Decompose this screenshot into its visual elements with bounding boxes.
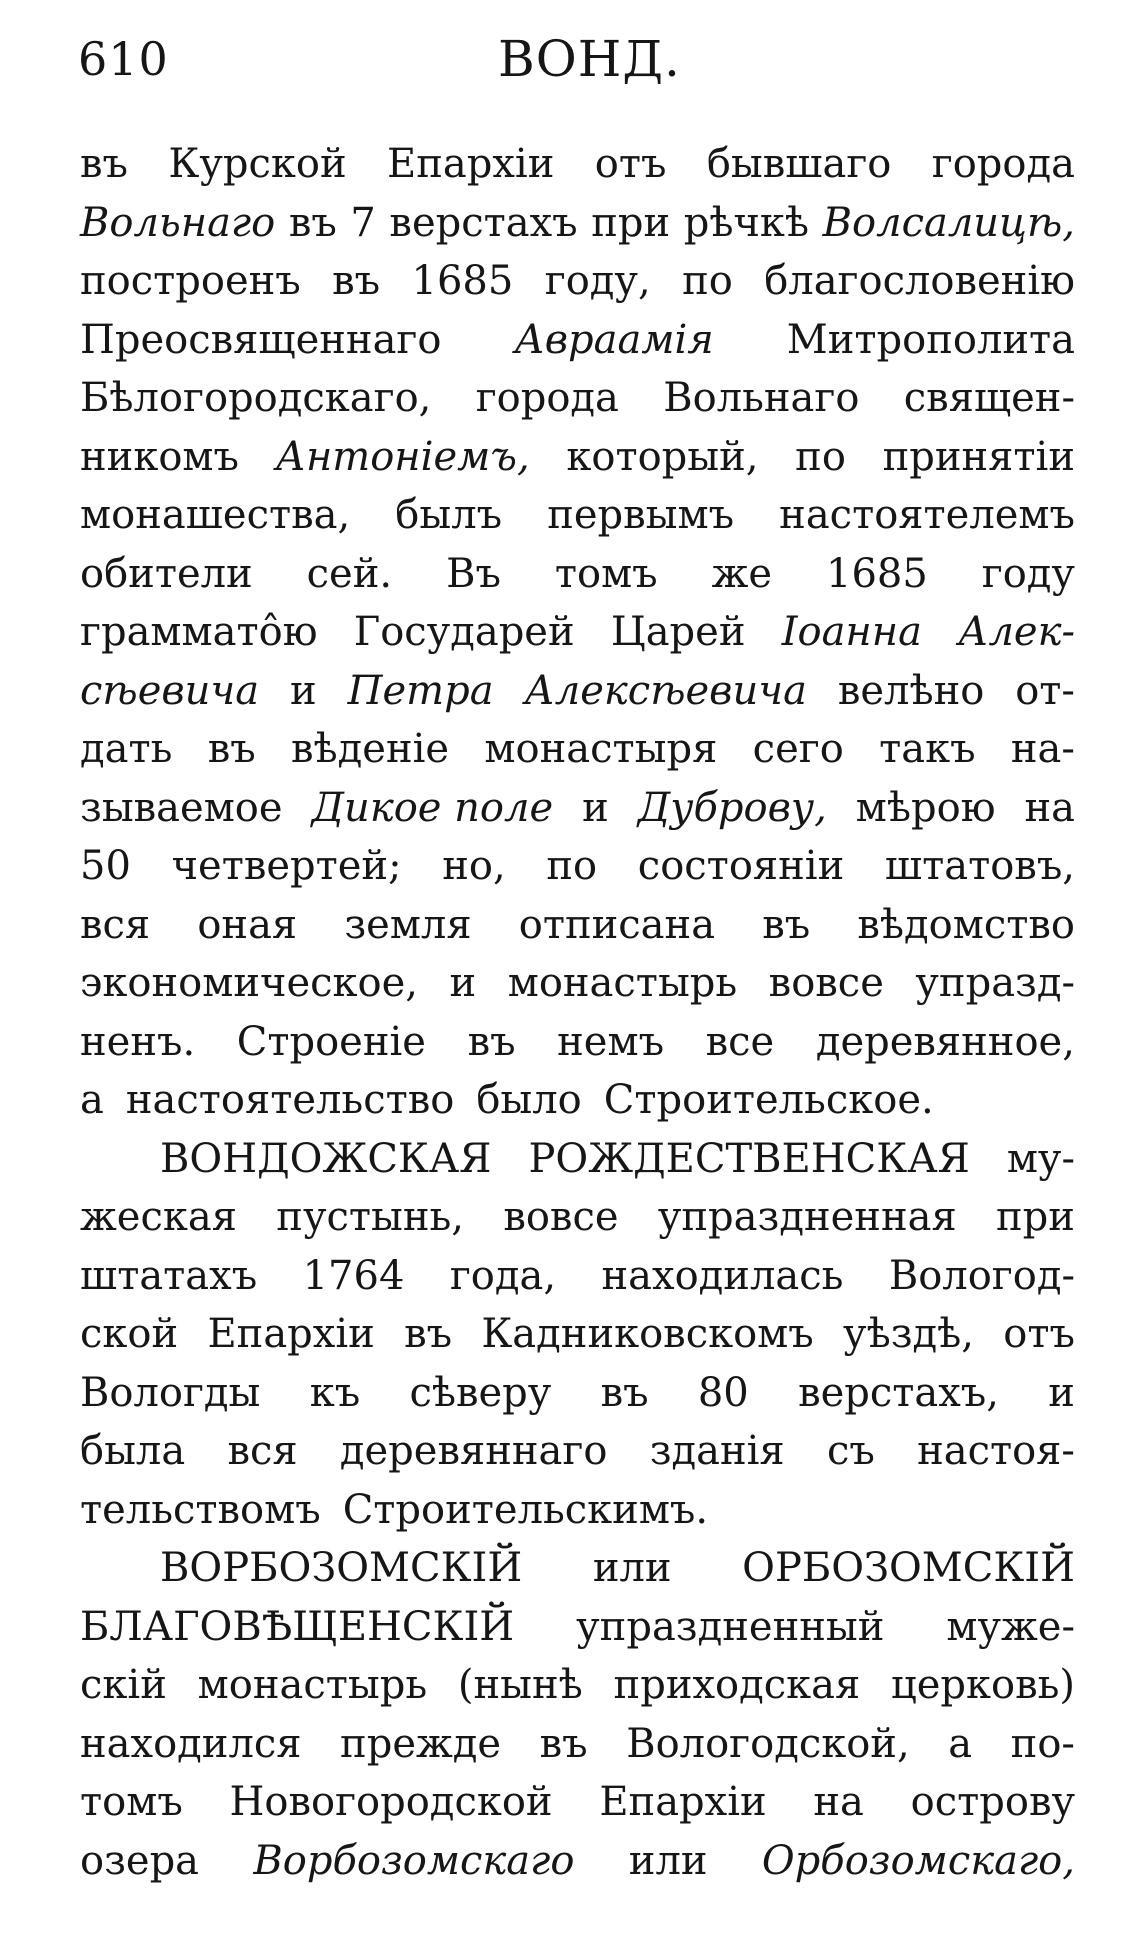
text-line [80,135,1075,194]
italic-word: сѣевича [80,667,260,714]
italic-word: Алексѣевича [524,667,807,714]
word: а [948,1720,973,1767]
word: сей. [306,550,393,597]
word: вѣдомство [857,901,1075,948]
word: Вольнаго [663,375,860,421]
word: на [1024,784,1075,831]
word: построенъ [80,258,301,304]
word: томъ [80,1779,183,1825]
word: упраздненный [576,1603,885,1650]
word: отъ [1003,1311,1075,1357]
word: Епархіи [599,1779,767,1825]
word: (нынѣ [457,1662,583,1708]
word: отписана [518,901,716,948]
word: 1685 [411,258,514,304]
word: монастыря [484,726,718,772]
word: штатовъ, [884,843,1075,889]
word: году, [544,258,651,304]
word: велѣно [837,667,985,714]
text-line [80,194,1075,253]
word: и [290,667,317,714]
word: деревяннаго [339,1428,608,1474]
word: ской [80,1311,179,1357]
word: вовсе [768,960,884,1006]
word: верстахъ [389,199,578,246]
text-line [80,1305,1075,1364]
word: 1685 [826,550,928,597]
word: въ [80,141,128,187]
word: сѣверу [409,1369,552,1416]
word: рѣчкѣ [683,199,810,246]
text-line [80,1598,1075,1657]
text-line [80,252,1075,311]
word: 1764 [302,1252,405,1299]
italic-word: Антоніемъ, [275,433,530,480]
word: къ [309,1369,361,1416]
word: 7 [350,199,376,246]
word: настоятельство [125,1077,455,1123]
word: экономическое, [80,960,418,1006]
word: бывшаго [706,141,892,187]
page-number: 610 [78,32,169,86]
word: Вологды [80,1369,261,1416]
word: монашества, [80,492,351,538]
word: по [795,433,846,480]
word: города [931,141,1075,187]
word: Епархіи [207,1311,375,1357]
word: въ [467,1018,516,1065]
word: озера [80,1837,200,1884]
text-line [80,486,1075,545]
text-line [80,896,1075,955]
text-line [80,311,1075,370]
word: Курской [168,141,347,187]
word: деревянное, [815,1018,1075,1065]
word: ненъ. [80,1018,196,1065]
italic-word: Орбозомскаго, [761,1837,1075,1884]
word: 80 [697,1369,749,1416]
word: Въ [446,550,501,597]
word: четвертей; [171,843,402,889]
word: Государей [353,609,575,655]
text-line [80,1071,1075,1130]
word: въ [404,1311,453,1357]
word: было [476,1077,582,1123]
word: при [996,1194,1075,1240]
word: тельствомъ [80,1486,321,1533]
word: Бѣлогородскаго, [80,375,432,421]
word: упраздненная [657,1194,957,1240]
word: монастырь [197,1662,428,1708]
word: при [591,199,671,246]
word: жеская [80,1194,237,1240]
word: Строительское. [603,1077,934,1123]
word: Вологодской, [626,1720,910,1767]
word: Епархіи [387,141,555,187]
word: въ [600,1369,649,1416]
word: зываемое [80,784,283,831]
word: настоя- [917,1428,1075,1474]
word: въ [762,901,811,948]
italic-word: Авраамія [514,316,714,363]
word: отъ [594,141,667,187]
word: съ [826,1428,875,1474]
italic-word: Дикое поле [311,784,554,831]
word: Строеніе [236,1018,426,1065]
word: Царей [610,609,746,655]
text-line [80,837,1075,896]
text-line [80,1188,1075,1247]
word: вѣденіе [291,726,450,772]
word: же [711,550,773,597]
text-line [80,603,1075,662]
text-line [80,954,1075,1013]
word: от- [1015,667,1075,714]
italic-word: Волсалицѣ, [822,199,1075,246]
word: Кадниковскомъ [481,1311,814,1357]
word: монастырь [507,960,738,1006]
word: немъ [557,1018,665,1065]
word: острову [910,1779,1075,1825]
word: года, [449,1252,557,1299]
text-line [80,720,1075,779]
word: земля [344,901,472,948]
word: пустынь, [276,1194,464,1240]
running-head: ВОНД. [498,30,681,88]
word: по [546,843,598,889]
word: 50 [80,843,131,889]
word: ОРБОЗОМСКІЙ [742,1545,1075,1591]
text-line [80,1539,1075,1598]
word: по [682,258,733,304]
word: вовсе [503,1194,619,1240]
word: му- [1006,1135,1075,1182]
word: вся [227,1428,298,1474]
word: РОЖДЕСТВЕНСКАЯ [528,1135,970,1182]
text-line [80,428,1075,487]
word: Строительскимъ. [342,1486,709,1533]
word: находилась [601,1252,844,1299]
word: Митрополита [786,316,1075,363]
word: принятіи [882,433,1075,480]
word: муже- [946,1603,1075,1650]
word: и [449,960,477,1006]
text-line [80,1773,1075,1832]
word: настоятелемъ [779,492,1075,538]
word: прежде [340,1720,502,1767]
word: оная [197,901,298,948]
word: сего [752,726,844,772]
word: или [628,1837,708,1884]
page-header [78,22,1060,92]
word: который, [566,433,759,480]
word: въ [207,726,256,772]
text-line [80,545,1075,604]
word: БЛАГОВѢЩЕНСКІЙ [80,1603,515,1650]
italic-word: Петра [347,667,494,714]
italic-word: Іоанна [781,609,922,655]
word: и [1048,1369,1075,1416]
word: все [705,1018,775,1065]
word: такъ [879,726,976,772]
word: состояніи [637,843,845,889]
italic-word: Дуброву, [637,784,827,831]
text-line [80,1656,1075,1715]
text-line [80,1247,1075,1306]
text-line [80,662,1075,721]
word: граммато̂ю [80,609,318,655]
italic-word: Вольнаго [80,199,276,246]
word: по- [1010,1720,1075,1767]
text-line [80,1013,1075,1072]
page-body-text [80,135,1075,1890]
text-line [80,779,1075,838]
word: въ [288,199,337,246]
word: въ [539,1720,588,1767]
word: никомъ [80,433,239,480]
text-line [80,369,1075,428]
word: на [813,1779,864,1825]
word: или [592,1545,672,1591]
word: Новогородской [229,1779,553,1825]
word: благословенію [764,258,1075,304]
word: скій [80,1662,167,1708]
word: уѣздѣ, [843,1311,974,1357]
text-line [80,1130,1075,1189]
word: города [475,375,619,421]
text-line [80,1422,1075,1481]
word: первымъ [547,492,735,538]
word: мѣрою [855,784,996,831]
word: обители [80,550,253,597]
italic-word: Ворбозомскаго [253,1837,575,1884]
text-line [80,1715,1075,1774]
word: въ [332,258,381,304]
word: верстахъ, [798,1369,999,1416]
text-line [80,1832,1075,1891]
word: и [582,784,609,831]
word: была [80,1428,186,1474]
text-line [80,1364,1075,1423]
italic-word: Алек- [958,609,1075,655]
word: томъ [554,550,658,597]
word: былъ [395,492,503,538]
word: Преосвященнаго [80,316,442,363]
word: на- [1010,726,1075,772]
word: вся [80,901,151,948]
word: штатахъ [80,1252,258,1299]
word: а [80,1077,104,1123]
word: находился [80,1720,302,1767]
word: зданія [649,1428,785,1474]
word: но, [442,843,506,889]
word: году [981,550,1075,597]
word: дать [80,726,173,772]
word: церковь) [891,1662,1075,1708]
word: приходская [613,1662,861,1708]
text-line [80,1481,1075,1540]
word: ВОНДОЖСКАЯ [160,1135,492,1182]
word: ВОРБОЗОМСКІЙ [160,1545,523,1591]
word: упразд- [915,960,1075,1006]
word: Вологод- [888,1252,1075,1299]
word: священ- [903,375,1075,421]
